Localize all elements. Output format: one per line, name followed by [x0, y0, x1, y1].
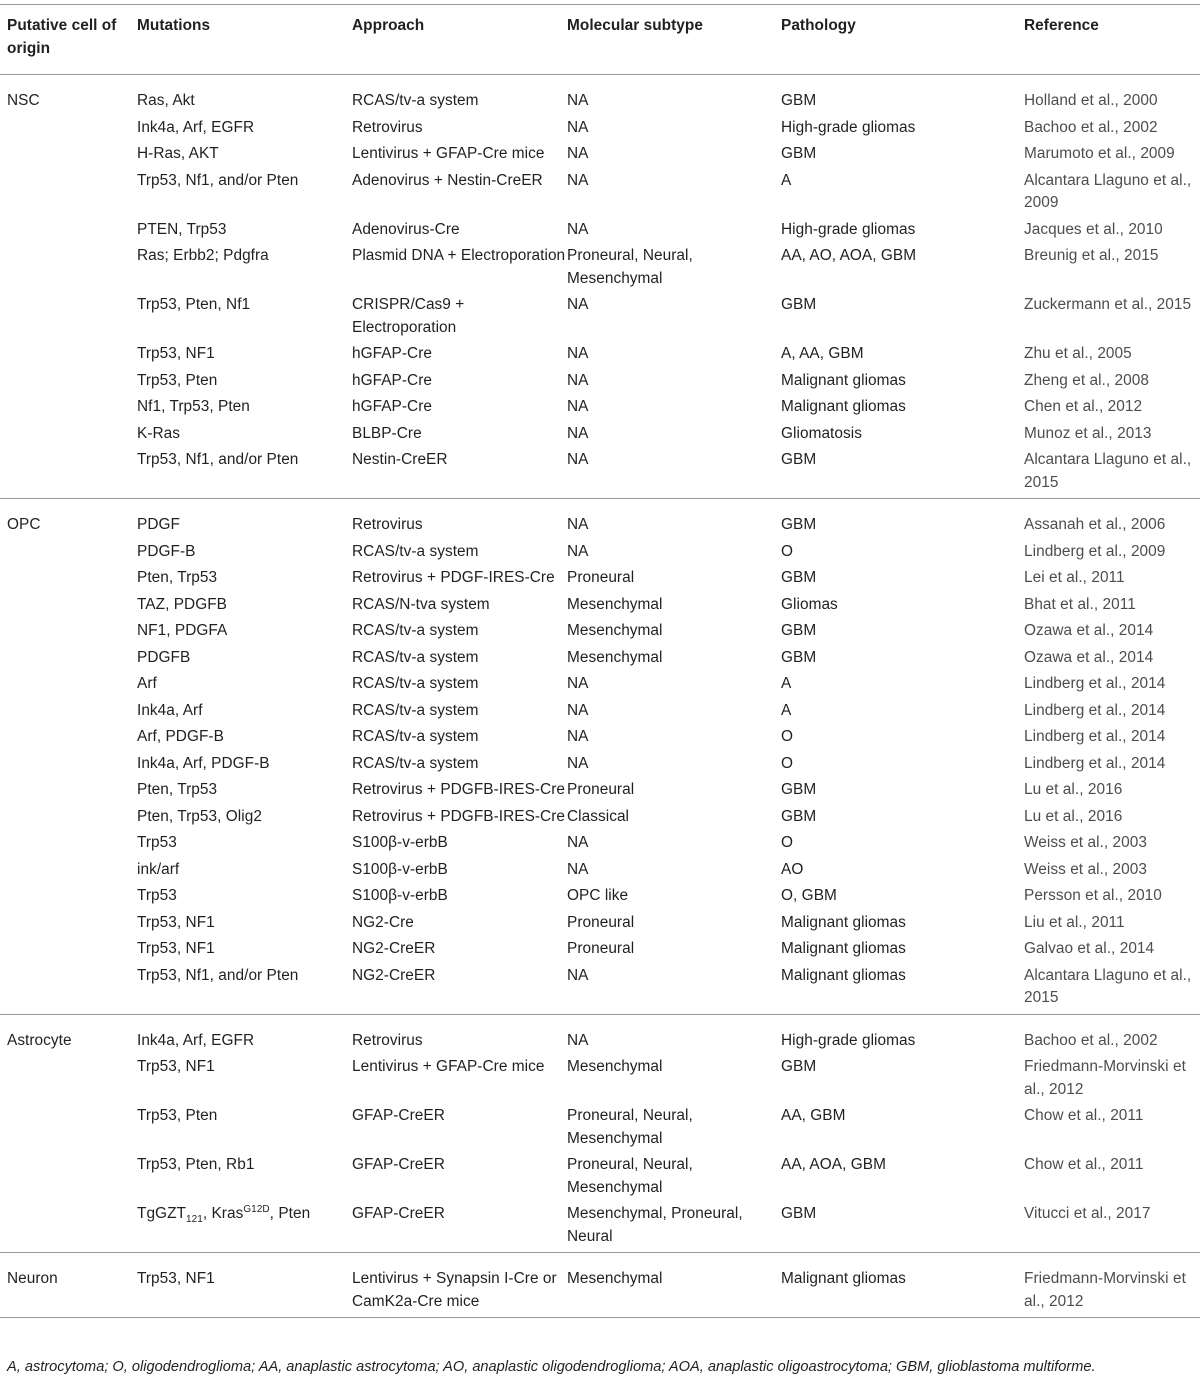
cell-pathology: GBM: [781, 569, 817, 586]
cell-of-origin: [0, 537, 137, 564]
cell-reference: Weiss et al., 2003: [1024, 834, 1147, 851]
cell-pathology: GBM: [781, 1205, 817, 1222]
cell-of-origin: [0, 934, 137, 961]
cell-pathology: O: [781, 754, 794, 772]
cell-mutations: Ink4a, Arf, PDGF-B: [137, 754, 270, 772]
table-row: [0, 290, 1200, 339]
table-row: [0, 1199, 1200, 1253]
cell-approach: RCAS/tv-a system: [352, 92, 479, 109]
cell-reference: Bhat et al., 2011: [1024, 595, 1136, 613]
cell-mutations: Pten, Trp53: [137, 781, 218, 798]
cell-of-origin: [0, 392, 137, 419]
cell-pathology: High-grade gliomas: [781, 1031, 916, 1049]
cell-approach: Lentivirus + Synapsin I-Cre or CamK2a-Cre mice: [352, 1270, 557, 1310]
cell-pathology: Malignant gliomas: [781, 398, 906, 415]
cell-approach: RCAS/tv-a system: [352, 754, 479, 772]
cell-of-origin: [0, 722, 137, 749]
table-row: [0, 366, 1200, 393]
cell-mutations: Trp53, Pten: [137, 1107, 218, 1124]
cell-mutations: Nf1, Trp53, Pten: [137, 398, 250, 415]
table-row: [0, 1014, 1200, 1052]
cell-molecular-subtype: Proneural, Neural, Mesenchymal: [567, 1156, 693, 1196]
cell-molecular-subtype: NA: [567, 966, 589, 984]
table-row: [0, 392, 1200, 419]
cell-mutations: Trp53, Pten, Nf1: [137, 296, 251, 313]
cell-of-origin: [0, 961, 137, 1015]
cell-molecular-subtype: NA: [567, 345, 589, 362]
cell-approach: RCAS/tv-a system: [352, 648, 479, 666]
cell-reference: Munoz et al., 2013: [1024, 424, 1152, 442]
header-pathology: Pathology: [781, 17, 856, 34]
cell-approach: hGFAP-Cre: [352, 345, 432, 362]
table-row: [0, 749, 1200, 776]
cell-of-origin: [0, 828, 137, 855]
cell-of-origin: [0, 563, 137, 590]
cell-reference: Lindberg et al., 2014: [1024, 701, 1166, 719]
cell-of-origin: [0, 445, 137, 499]
cell-molecular-subtype: NA: [567, 171, 589, 189]
cell-molecular-subtype: Proneural, Neural, Mesenchymal: [567, 247, 693, 287]
cell-approach: hGFAP-Cre: [352, 398, 432, 415]
cell-pathology: Malignant gliomas: [781, 966, 906, 984]
cell-mutations: TAZ, PDGFB: [137, 595, 227, 613]
table-row: [0, 139, 1200, 166]
cell-pathology: A, AA, GBM: [781, 345, 864, 362]
cell-reference: Lindberg et al., 2009: [1024, 542, 1166, 560]
cell-pathology: GBM: [781, 516, 817, 533]
table-row: [0, 828, 1200, 855]
cell-approach: S100β-v-erbB: [352, 860, 448, 878]
cell-reference: Alcantara Llaguno et al., 2015: [1024, 451, 1192, 491]
cell-of-origin: [0, 590, 137, 617]
cell-pathology: AA, GBM: [781, 1107, 846, 1124]
cell-of-origin: [0, 113, 137, 140]
cell-of-origin: [0, 775, 137, 802]
cell-of-origin: [0, 669, 137, 696]
cell-approach: RCAS/tv-a system: [352, 622, 479, 639]
table-row: [0, 537, 1200, 564]
cell-mutations: Trp53, Pten, Rb1: [137, 1156, 255, 1173]
cell-mutations: Ink4a, Arf, EGFR: [137, 1031, 255, 1049]
cell-reference: Lindberg et al., 2014: [1024, 728, 1166, 745]
cell-pathology: GBM: [781, 1058, 817, 1075]
cell-pathology: O, GBM: [781, 887, 837, 904]
cell-molecular-subtype: NA: [567, 675, 589, 692]
cell-approach: GFAP-CreER: [352, 1156, 445, 1173]
cell-mutations: Ink4a, Arf: [137, 701, 203, 719]
cell-of-origin: Neuron: [7, 1270, 58, 1287]
cell-molecular-subtype: Mesenchymal: [567, 1058, 663, 1075]
cell-reference: Bachoo et al., 2002: [1024, 1031, 1158, 1049]
cell-molecular-subtype: OPC like: [567, 887, 629, 904]
cell-reference: Lei et al., 2011: [1024, 569, 1125, 586]
table-row: [0, 616, 1200, 643]
cell-of-origin: [0, 366, 137, 393]
cell-approach: Retrovirus: [352, 516, 423, 533]
cell-mutations: Trp53, Pten: [137, 371, 218, 389]
cell-mutations: PDGFB: [137, 648, 191, 666]
cell-molecular-subtype: Mesenchymal: [567, 648, 663, 666]
cell-molecular-subtype: NA: [567, 754, 589, 772]
cell-reference: Zuckermann et al., 2015: [1024, 296, 1192, 313]
cell-mutations: PDGF: [137, 516, 180, 533]
cell-molecular-subtype: NA: [567, 92, 589, 109]
table-row: [0, 241, 1200, 290]
cell-reference: Friedmann-Morvinski et al., 2012: [1024, 1058, 1186, 1098]
cell-molecular-subtype: NA: [567, 371, 589, 389]
cell-mutations: NF1, PDGFA: [137, 622, 228, 639]
table-row: [0, 339, 1200, 366]
cell-molecular-subtype: Classical: [567, 807, 630, 825]
cell-of-origin: [0, 419, 137, 446]
cell-reference: Alcantara Llaguno et al., 2015: [1024, 966, 1192, 1006]
cell-pathology: GBM: [781, 296, 817, 313]
cell-approach: Nestin-CreER: [352, 451, 448, 468]
cell-of-origin: [0, 1199, 137, 1253]
table-row: [0, 499, 1200, 537]
cell-mutations: ink/arf: [137, 860, 180, 878]
cell-molecular-subtype: NA: [567, 834, 589, 851]
cell-mutations: Trp53, Nf1, and/or Pten: [137, 451, 299, 468]
cell-of-origin: [0, 139, 137, 166]
cell-mutations: Trp53, Nf1, and/or Pten: [137, 171, 299, 189]
cell-approach: hGFAP-Cre: [352, 371, 432, 389]
cell-of-origin: OPC: [7, 516, 41, 533]
cell-approach: RCAS/N-tva system: [352, 595, 490, 613]
table-row: [0, 419, 1200, 446]
table-row: [0, 881, 1200, 908]
header-cell-of-origin: Putative cell of origin: [7, 17, 117, 57]
table-row: [0, 908, 1200, 935]
cell-approach: RCAS/tv-a system: [352, 701, 479, 719]
cell-mutations: Trp53, NF1: [137, 940, 215, 957]
mutation-text: TgGZT: [137, 1205, 186, 1222]
cell-pathology: Gliomas: [781, 595, 838, 613]
cell-reference: Marumoto et al., 2009: [1024, 145, 1175, 162]
cell-approach: Lentivirus + GFAP-Cre mice: [352, 1058, 545, 1075]
cell-reference: Assanah et al., 2006: [1024, 516, 1166, 533]
cell-of-origin: [0, 1101, 137, 1150]
table-row: [0, 643, 1200, 670]
cell-pathology: Malignant gliomas: [781, 1270, 906, 1287]
table-row: [0, 215, 1200, 242]
cell-approach: BLBP-Cre: [352, 424, 422, 442]
cell-reference: Chen et al., 2012: [1024, 398, 1143, 415]
cell-pathology: O: [781, 542, 794, 560]
cell-reference: Vitucci et al., 2017: [1024, 1205, 1151, 1222]
cell-approach: NG2-Cre: [352, 913, 414, 931]
cell-mutations: Trp53: [137, 834, 177, 851]
cell-pathology: High-grade gliomas: [781, 118, 916, 136]
cell-approach: NG2-CreER: [352, 940, 436, 957]
cell-reference: Ozawa et al., 2014: [1024, 622, 1154, 639]
cell-pathology: GBM: [781, 622, 817, 639]
cell-mutations: H-Ras, AKT: [137, 145, 219, 162]
glioma-models-table: [0, 4, 1200, 1318]
cell-reference: Zhu et al., 2005: [1024, 345, 1132, 362]
table-header: [0, 5, 1200, 75]
cell-approach: CRISPR/Cas9 + Electroporation: [352, 296, 465, 336]
cell-reference: Lu et al., 2016: [1024, 807, 1123, 825]
cell-molecular-subtype: NA: [567, 860, 589, 878]
cell-approach: RCAS/tv-a system: [352, 728, 479, 745]
cell-molecular-subtype: NA: [567, 728, 589, 745]
cell-of-origin: [0, 290, 137, 339]
header-mutations: Mutations: [137, 17, 211, 34]
cell-mutations: Trp53, NF1: [137, 345, 215, 362]
cell-reference: Jacques et al., 2010: [1024, 220, 1163, 238]
cell-reference: Zheng et al., 2008: [1024, 371, 1149, 389]
cell-mutations: Pten, Trp53: [137, 569, 218, 586]
header-molecular-subtype: Molecular subtype: [567, 17, 703, 34]
table-row: [0, 1150, 1200, 1199]
cell-molecular-subtype: Proneural: [567, 569, 635, 586]
cell-of-origin: [0, 1052, 137, 1101]
cell-of-origin: [0, 166, 137, 215]
cell-molecular-subtype: Mesenchymal: [567, 1270, 663, 1287]
cell-approach: Retrovirus + PDGFB-IRES-Cre: [352, 807, 566, 825]
cell-reference: Chow et al., 2011: [1024, 1107, 1144, 1124]
header-reference: Reference: [1024, 17, 1099, 34]
cell-molecular-subtype: NA: [567, 1031, 589, 1049]
cell-of-origin: [0, 215, 137, 242]
cell-pathology: O: [781, 728, 794, 745]
cell-approach: S100β-v-erbB: [352, 834, 448, 851]
cell-approach: Plasmid DNA + Electroporation: [352, 247, 566, 264]
cell-molecular-subtype: NA: [567, 451, 589, 468]
cell-molecular-subtype: Proneural: [567, 940, 635, 957]
table-row: [0, 1052, 1200, 1101]
cell-pathology: GBM: [781, 145, 817, 162]
cell-mutations: Arf: [137, 675, 157, 692]
cell-approach: Retrovirus + PDGFB-IRES-Cre: [352, 781, 566, 798]
cell-reference: Liu et al., 2011: [1024, 913, 1125, 931]
cell-of-origin: [0, 855, 137, 882]
cell-of-origin: [0, 696, 137, 723]
cell-approach: NG2-CreER: [352, 966, 436, 984]
cell-pathology: AA, AO, AOA, GBM: [781, 247, 917, 264]
cell-reference: Holland et al., 2000: [1024, 92, 1158, 109]
mutation-superscript: G12D: [243, 1203, 270, 1215]
cell-reference: Breunig et al., 2015: [1024, 247, 1159, 264]
cell-molecular-subtype: NA: [567, 701, 589, 719]
cell-of-origin: [0, 881, 137, 908]
table-row: [0, 590, 1200, 617]
cell-approach: GFAP-CreER: [352, 1205, 445, 1222]
cell-approach: RCAS/tv-a system: [352, 542, 479, 560]
cell-reference: Chow et al., 2011: [1024, 1156, 1144, 1173]
cell-of-origin: [0, 339, 137, 366]
cell-molecular-subtype: NA: [567, 145, 589, 162]
cell-pathology: GBM: [781, 92, 817, 109]
cell-reference: Persson et al., 2010: [1024, 887, 1162, 904]
table-row: [0, 802, 1200, 829]
cell-approach: S100β-v-erbB: [352, 887, 448, 904]
cell-mutations: Trp53, NF1: [137, 913, 215, 931]
cell-mutations: Ras, Akt: [137, 92, 195, 109]
cell-approach: Retrovirus: [352, 118, 423, 136]
cell-approach: Adenovirus-Cre: [352, 220, 460, 238]
table-row: [0, 722, 1200, 749]
cell-reference: Alcantara Llaguno et al., 2009: [1024, 171, 1192, 211]
cell-reference: Galvao et al., 2014: [1024, 940, 1155, 957]
cell-molecular-subtype: NA: [567, 516, 589, 533]
cell-of-origin: [0, 749, 137, 776]
table-footnote: A, astrocytoma; O, oligodendroglioma; AA, anaplastic astrocytoma; AO, anaplastic oligodendroglioma; AOA, anaplastic oligoastrocytoma; GBM, glioblastoma multiforme.: [7, 1359, 1096, 1375]
cell-of-origin: [0, 643, 137, 670]
cell-pathology: GBM: [781, 648, 817, 666]
cell-reference: Weiss et al., 2003: [1024, 860, 1147, 878]
table-row: [0, 855, 1200, 882]
cell-molecular-subtype: NA: [567, 398, 589, 415]
cell-molecular-subtype: Proneural: [567, 913, 635, 931]
cell-mutations: PTEN, Trp53: [137, 220, 227, 238]
cell-pathology: GBM: [781, 781, 817, 798]
header-approach: Approach: [352, 17, 425, 34]
cell-mutations: Trp53: [137, 887, 177, 904]
cell-mutations: Trp53, NF1: [137, 1058, 215, 1075]
cell-mutations: Pten, Trp53, Olig2: [137, 807, 262, 825]
cell-pathology: Gliomatosis: [781, 424, 862, 442]
cell-mutations: [137, 1199, 352, 1253]
cell-pathology: GBM: [781, 807, 817, 825]
cell-molecular-subtype: Mesenchymal, Proneural, Neural: [567, 1205, 743, 1245]
cell-mutations: Trp53, Nf1, and/or Pten: [137, 966, 299, 984]
table-row: [0, 445, 1200, 499]
cell-pathology: Malignant gliomas: [781, 940, 906, 957]
cell-pathology: A: [781, 675, 792, 692]
cell-molecular-subtype: Mesenchymal: [567, 595, 663, 613]
cell-approach: Retrovirus + PDGF-IRES-Cre: [352, 569, 555, 586]
cell-mutations: K-Ras: [137, 424, 181, 442]
cell-molecular-subtype: NA: [567, 296, 589, 313]
cell-approach: Adenovirus + Nestin-CreER: [352, 171, 543, 189]
table-body: [0, 75, 1200, 1318]
table-row: [0, 1253, 1200, 1318]
cell-of-origin: NSC: [7, 92, 40, 109]
cell-pathology: Malignant gliomas: [781, 371, 906, 389]
cell-molecular-subtype: NA: [567, 118, 589, 136]
table-row: [0, 934, 1200, 961]
cell-molecular-subtype: Mesenchymal: [567, 622, 663, 639]
table-row: [0, 563, 1200, 590]
cell-reference: Lu et al., 2016: [1024, 781, 1123, 798]
cell-of-origin: [0, 616, 137, 643]
cell-of-origin: [0, 802, 137, 829]
table-row: [0, 166, 1200, 215]
cell-reference: Lindberg et al., 2014: [1024, 675, 1166, 692]
table-row: [0, 75, 1200, 113]
cell-reference: Bachoo et al., 2002: [1024, 118, 1158, 136]
mutation-text: , Kras: [202, 1205, 244, 1222]
cell-molecular-subtype: Proneural: [567, 781, 635, 798]
mutation-text: , Pten: [269, 1205, 311, 1222]
cell-pathology: AO: [781, 860, 804, 878]
cell-pathology: Malignant gliomas: [781, 913, 906, 931]
cell-molecular-subtype: NA: [567, 424, 589, 442]
cell-of-origin: [0, 1150, 137, 1199]
cell-of-origin: [0, 908, 137, 935]
table-row: [0, 696, 1200, 723]
cell-molecular-subtype: NA: [567, 542, 589, 560]
cell-mutations: Ink4a, Arf, EGFR: [137, 118, 255, 136]
cell-approach: GFAP-CreER: [352, 1107, 445, 1124]
cell-molecular-subtype: Proneural, Neural, Mesenchymal: [567, 1107, 693, 1147]
cell-reference: Lindberg et al., 2014: [1024, 754, 1166, 772]
cell-pathology: GBM: [781, 451, 817, 468]
cell-pathology: AA, AOA, GBM: [781, 1156, 886, 1173]
header-row: [0, 5, 1200, 75]
table-row: [0, 775, 1200, 802]
cell-mutations: Trp53, NF1: [137, 1270, 215, 1287]
cell-mutations: PDGF-B: [137, 542, 196, 560]
cell-reference: Friedmann-Morvinski et al., 2012: [1024, 1270, 1186, 1310]
cell-approach: RCAS/tv-a system: [352, 675, 479, 692]
cell-mutations: Ras; Erbb2; Pdgfra: [137, 247, 269, 264]
cell-molecular-subtype: NA: [567, 220, 589, 238]
cell-pathology: High-grade gliomas: [781, 220, 916, 238]
cell-approach: Retrovirus: [352, 1031, 423, 1049]
table-row: [0, 113, 1200, 140]
cell-of-origin: Astrocyte: [7, 1031, 72, 1049]
cell-pathology: A: [781, 171, 792, 189]
cell-reference: Ozawa et al., 2014: [1024, 648, 1154, 666]
cell-pathology: O: [781, 834, 794, 851]
table-row: [0, 669, 1200, 696]
cell-approach: Lentivirus + GFAP-Cre mice: [352, 145, 545, 162]
table-row: [0, 1101, 1200, 1150]
cell-mutations: Arf, PDGF-B: [137, 728, 224, 745]
table-row: [0, 961, 1200, 1015]
cell-of-origin: [0, 241, 137, 290]
cell-pathology: A: [781, 701, 792, 719]
mutation-subscript: 121: [186, 1214, 203, 1226]
